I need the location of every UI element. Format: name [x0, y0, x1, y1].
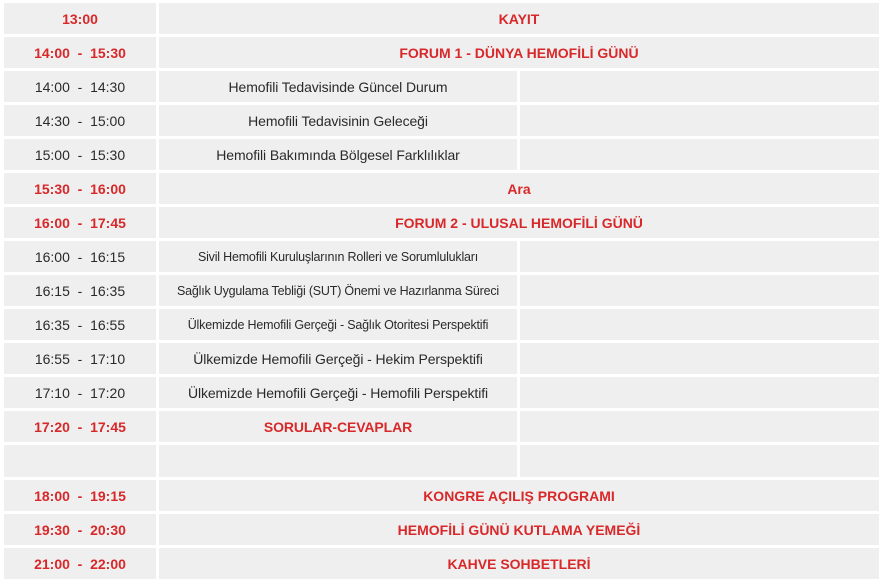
time-cell: 16:00 - 16:15: [4, 241, 156, 272]
speaker-cell: [520, 411, 879, 442]
session-title: Ara: [159, 173, 879, 204]
time-cell: 14:30 - 15:00: [4, 105, 156, 136]
schedule-row: [4, 445, 879, 477]
session-title: KAYIT: [159, 3, 879, 34]
schedule-row: [4, 309, 879, 340]
speaker-cell: [520, 343, 879, 374]
time-cell: 17:20 - 17:45: [4, 411, 156, 442]
schedule-row: [4, 173, 879, 204]
session-title: KONGRE AÇILIŞ PROGRAMI: [159, 480, 879, 511]
talk-title: Hemofili Bakımında Bölgesel Farklılıklar: [159, 139, 517, 170]
schedule-row: [4, 71, 879, 102]
speaker-cell: [520, 275, 879, 306]
time-cell: 14:00 - 14:30: [4, 71, 156, 102]
talk-title: Ülkemizde Hemofili Gerçeği - Sağlık Otoritesi Perspektifi: [159, 309, 517, 340]
schedule-row: [4, 139, 879, 170]
schedule-table: [4, 3, 879, 582]
session-title: SORULAR-CEVAPLAR: [159, 411, 517, 442]
schedule-row: [4, 207, 879, 238]
schedule-row: [4, 411, 879, 442]
time-cell: 14:00 - 15:30: [4, 37, 156, 68]
schedule-row: [4, 37, 879, 68]
speaker-cell: [520, 241, 879, 272]
speaker-cell: [520, 377, 879, 408]
talk-title: Ülkemizde Hemofili Gerçeği - Hekim Perspektifi: [159, 343, 517, 374]
talk-title: Sivil Hemofili Kuruluşlarının Rolleri ve Sorumlulukları: [159, 241, 517, 272]
schedule-row: [4, 480, 879, 511]
session-title: FORUM 2 - ULUSAL HEMOFİLİ GÜNÜ: [159, 207, 879, 238]
speaker-cell: [520, 71, 879, 102]
schedule-row: [4, 275, 879, 306]
talk-title: Ülkemizde Hemofili Gerçeği - Hemofili Perspektifi: [159, 377, 517, 408]
time-cell: [4, 445, 156, 477]
schedule-row: [4, 3, 879, 34]
time-cell: 15:00 - 15:30: [4, 139, 156, 170]
speaker-cell: [520, 309, 879, 340]
talk-title: Hemofili Tedavisinin Geleceği: [159, 105, 517, 136]
session-title: KAHVE SOHBETLERİ: [159, 548, 879, 579]
time-cell: 16:00 - 17:45: [4, 207, 156, 238]
schedule-row: [4, 548, 879, 579]
talk-title: Sağlık Uygulama Tebliği (SUT) Önemi ve Hazırlanma Süreci: [159, 275, 517, 306]
time-cell: 16:15 - 16:35: [4, 275, 156, 306]
time-cell: 13:00: [4, 3, 156, 34]
talk-title: [159, 445, 517, 477]
time-cell: 16:55 - 17:10: [4, 343, 156, 374]
time-cell: 18:00 - 19:15: [4, 480, 156, 511]
talk-title: Hemofili Tedavisinde Güncel Durum: [159, 71, 517, 102]
time-cell: 16:35 - 16:55: [4, 309, 156, 340]
session-title: HEMOFİLİ GÜNÜ KUTLAMA YEMEĞİ: [159, 514, 879, 545]
speaker-cell: [520, 445, 879, 477]
session-title: FORUM 1 - DÜNYA HEMOFİLİ GÜNÜ: [159, 37, 879, 68]
time-cell: 21:00 - 22:00: [4, 548, 156, 579]
schedule-row: [4, 105, 879, 136]
time-cell: 15:30 - 16:00: [4, 173, 156, 204]
time-cell: 19:30 - 20:30: [4, 514, 156, 545]
schedule-row: [4, 377, 879, 408]
schedule-row: [4, 343, 879, 374]
time-cell: 17:10 - 17:20: [4, 377, 156, 408]
schedule-row: [4, 514, 879, 545]
speaker-cell: [520, 105, 879, 136]
speaker-cell: [520, 139, 879, 170]
schedule-row: [4, 241, 879, 272]
